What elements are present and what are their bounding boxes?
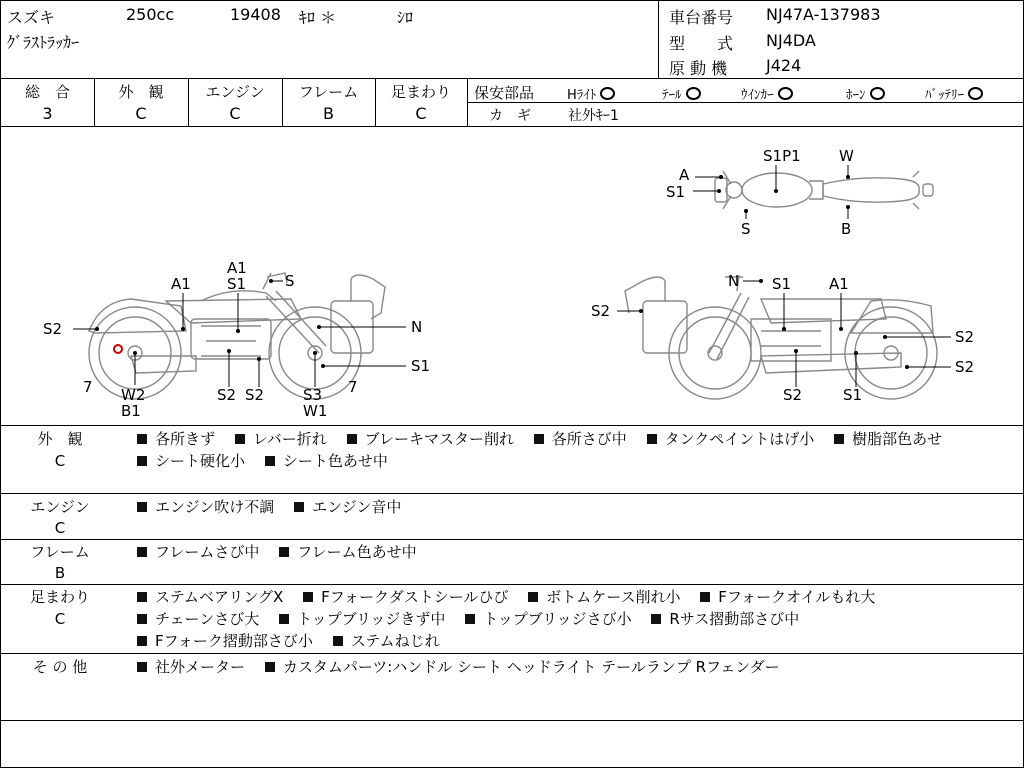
diagram-label: S2 xyxy=(43,320,63,338)
right-view-labels xyxy=(591,272,974,404)
diagram-label: A1 xyxy=(171,275,191,293)
row-rule xyxy=(1,584,1023,585)
ok-circle-icon xyxy=(686,87,701,100)
diagram-label: W xyxy=(839,147,854,165)
diagram-label: S1 xyxy=(411,357,431,375)
diagram-label: A xyxy=(679,166,690,184)
key-value: 社外ｷｰ1 xyxy=(568,108,619,124)
engine-value: J424 xyxy=(766,56,802,75)
bullet-icon xyxy=(265,456,275,466)
row-rule xyxy=(1,539,1023,540)
safety-headlight: Hﾗｲﾄ xyxy=(567,84,615,103)
diagram-label: S1 xyxy=(227,275,247,293)
bullet-icon xyxy=(303,592,313,602)
bullet-icon xyxy=(279,614,289,624)
diagram-label: S xyxy=(285,272,295,290)
grade-exterior-label: 外 観 xyxy=(118,83,164,101)
cond-engine-label: エンジン xyxy=(30,498,90,516)
safety-title: 保安部品 xyxy=(474,84,535,102)
diagram-label: S1P1 xyxy=(763,147,801,165)
bullet-icon xyxy=(651,614,661,624)
cond-engine-notes: エンジン吹け不調 エンジン音中 xyxy=(137,496,1009,518)
bullet-icon xyxy=(528,592,538,602)
engine-label: 原 動 機 xyxy=(669,59,728,78)
bullet-icon xyxy=(347,434,357,444)
cond-frame-label: フレーム xyxy=(30,543,90,561)
safety-battery: ﾊﾞｯﾃﾘｰ xyxy=(925,84,983,103)
diagram-bottom-rule xyxy=(1,425,1023,426)
grade-exterior-value: C xyxy=(135,104,147,123)
bullet-icon xyxy=(235,434,245,444)
type-label: 型 式 xyxy=(669,34,734,53)
bullet-icon xyxy=(137,434,147,444)
cond-other-notes: 社外メーター カスタムパーツ:ハンドル シート ヘッドライト テールランプ Rフェンダー xyxy=(137,656,1009,678)
diagram-label: S xyxy=(741,220,751,238)
top-view-labels xyxy=(666,147,854,238)
bullet-icon xyxy=(465,614,475,624)
cond-frame-grade: B xyxy=(54,564,66,582)
diagram-label: S1 xyxy=(772,275,792,293)
bullet-icon xyxy=(137,636,147,646)
grade-suspension-label: 足まわり xyxy=(390,83,451,101)
bullet-icon xyxy=(137,662,147,672)
chassis-label: 車台番号 xyxy=(669,8,734,27)
cond-suspension-label: 足まわり xyxy=(29,588,90,606)
diagram-label: W2 xyxy=(121,386,146,404)
ok-circle-icon xyxy=(870,87,885,100)
ok-circle-icon xyxy=(600,87,615,100)
cond-suspension-notes: ステムベアリングX Fフォークダストシールひび ボトムケース削れ小 Fフォークオイルもれ大 チェーンさび大 トップブリッジきず中 トップブリッジさび小 Rサス摺動部さび中 Fフォーク摺動部さび小 ステムねじれ xyxy=(137,586,1009,652)
row-rule xyxy=(1,493,1023,494)
frame-code-suffix: ｷﾛ ＊ xyxy=(299,8,337,27)
safety-taillight: ﾃｰﾙ xyxy=(662,84,701,103)
grade-frame-label: フレーム xyxy=(298,83,359,101)
diagram-label: 7 xyxy=(348,378,358,396)
grade-top-rule xyxy=(1,78,1023,79)
header-divider xyxy=(658,1,659,78)
model-name: ｸﾞﾗｽﾄﾗｯｶｰ xyxy=(7,33,80,52)
diagram-label: S2 xyxy=(245,386,265,404)
bullet-icon xyxy=(700,592,710,602)
bullet-icon xyxy=(265,662,275,672)
bullet-icon xyxy=(647,434,657,444)
diagram-label: N xyxy=(411,318,423,336)
diagram-label: B xyxy=(841,220,852,238)
diagram-label: S3 xyxy=(303,386,323,404)
diagram-label: S2 xyxy=(783,386,803,404)
bullet-icon xyxy=(834,434,844,444)
displacement: 250cc xyxy=(126,5,175,24)
bullet-icon xyxy=(333,636,343,646)
grade-overall-label: 総 合 xyxy=(24,83,70,101)
cond-exterior-notes: 各所きず レバー折れ ブレーキマスター削れ 各所さび中 タンクペイントはげ小 樹脂部色あせ シート硬化小 シート色あせ中 xyxy=(137,428,1009,472)
bullet-icon xyxy=(137,547,147,557)
bullet-icon xyxy=(294,502,304,512)
key-label: カ ギ xyxy=(489,108,531,124)
diagram-label: S1 xyxy=(843,386,863,404)
diagram-label: W1 xyxy=(303,402,328,420)
diagram-label: N xyxy=(728,272,740,290)
safety-horn: ﾎｰﾝ xyxy=(846,84,885,103)
grade-overall-value: 3 xyxy=(42,104,53,123)
ok-circle-icon xyxy=(968,87,983,100)
damage-diagram xyxy=(1,127,1023,425)
cond-frame-notes: フレームさび中 フレーム色あせ中 xyxy=(137,541,1009,563)
cond-other-label: そ の 他 xyxy=(32,658,88,676)
maker: スズキ xyxy=(7,8,56,27)
diagram-label: A1 xyxy=(227,259,247,277)
ok-circle-icon xyxy=(778,87,793,100)
cond-suspension-grade: C xyxy=(54,610,66,628)
frame-code: 19408 xyxy=(230,5,281,24)
bullet-icon xyxy=(534,434,544,444)
grade-engine-label: エンジン xyxy=(205,83,265,101)
diagram-label: S2 xyxy=(955,328,975,346)
diagram-label: B1 xyxy=(121,402,141,420)
damage-mark-icon xyxy=(114,345,122,353)
grade-col-line xyxy=(467,78,468,126)
safety-winker: ｳｲﾝｶｰ xyxy=(741,84,793,103)
bullet-icon xyxy=(137,614,147,624)
chassis-number: NJ47A-137983 xyxy=(766,5,881,24)
row-rule xyxy=(1,720,1023,721)
cond-engine-grade: C xyxy=(54,519,66,537)
diagram-label: S2 xyxy=(591,302,611,320)
cond-exterior-label: 外 観 xyxy=(37,430,83,448)
body-color: ｼﾛ xyxy=(397,8,414,27)
diagram-label: S2 xyxy=(217,386,237,404)
grade-suspension-value: C xyxy=(415,104,427,123)
diagram-label: A1 xyxy=(829,275,849,293)
grade-frame-value: B xyxy=(323,104,334,123)
bullet-icon xyxy=(137,502,147,512)
top-view-bike xyxy=(715,171,933,209)
cond-exterior-grade: C xyxy=(54,452,66,470)
bullet-icon xyxy=(137,456,147,466)
diagram-label: S2 xyxy=(955,358,975,376)
diagram-label: S1 xyxy=(666,183,686,201)
row-rule xyxy=(1,653,1023,654)
type-value: NJ4DA xyxy=(766,31,816,50)
bullet-icon xyxy=(137,592,147,602)
diagram-label: 7 xyxy=(83,378,93,396)
grade-engine-value: C xyxy=(229,104,241,123)
bullet-icon xyxy=(279,547,289,557)
